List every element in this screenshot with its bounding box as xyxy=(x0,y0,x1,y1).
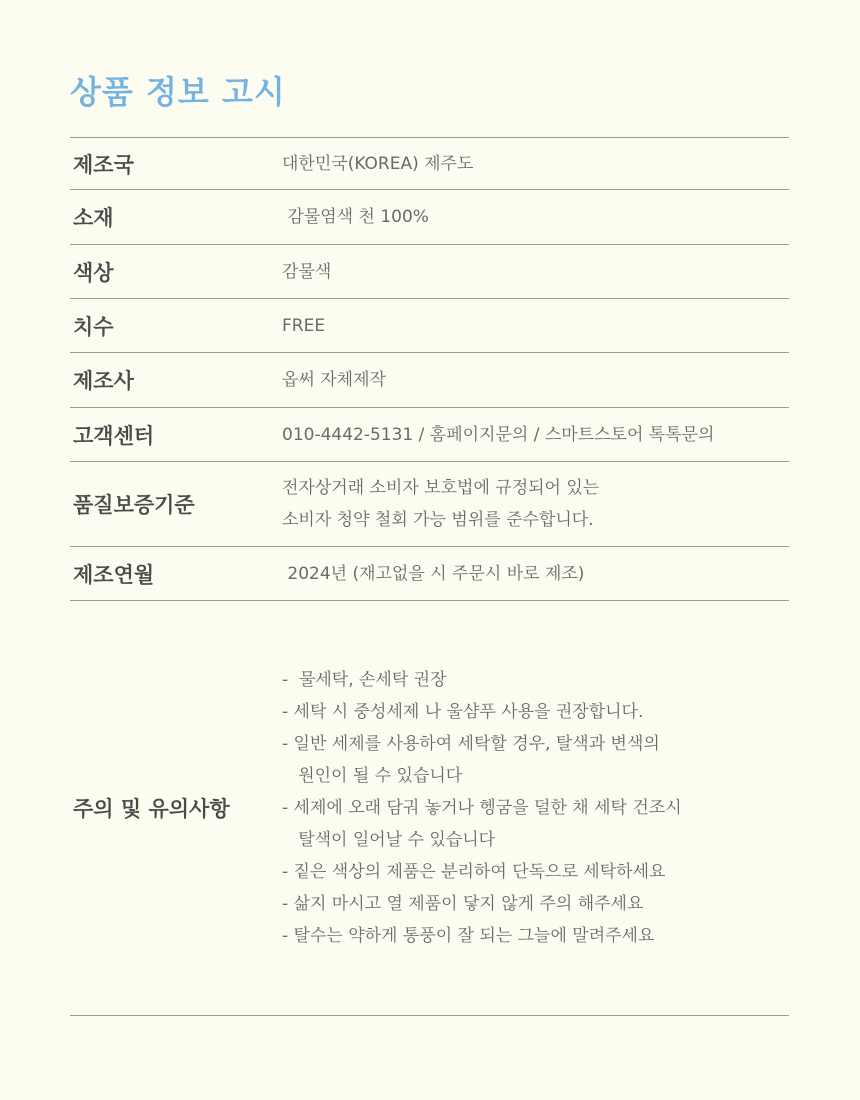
product-info-table xyxy=(70,137,789,1016)
row-quality-standard xyxy=(70,462,789,547)
row-label: 색상 xyxy=(73,260,114,285)
row-label: 품질보증기준 xyxy=(73,493,195,517)
row-value xyxy=(282,472,789,536)
row-care-notes xyxy=(70,601,789,1016)
row-value xyxy=(282,558,789,590)
row-size xyxy=(70,299,789,353)
row-country xyxy=(70,138,789,190)
note-line: - 물세탁, 손세탁 권장 xyxy=(282,670,447,690)
note-line: - 짙은 색상의 제품은 분리하여 단독으로 세탁하세요 xyxy=(282,862,666,882)
row-label: 제조연월 xyxy=(73,562,155,587)
value-line: 대한민국(KOREA) 제주도 xyxy=(282,153,474,174)
note-line: - 세제에 오래 담궈 놓거나 헹굼을 덜한 채 세탁 건조시 xyxy=(282,798,682,818)
row-label: 치수 xyxy=(73,314,114,339)
row-value xyxy=(282,364,789,396)
row-manufacturer xyxy=(70,353,789,408)
row-value xyxy=(282,201,789,233)
value-line: 010-4442-5131 / 홈페이지문의 / 스마트스토어 톡톡문의 xyxy=(282,424,715,445)
row-manufacture-date xyxy=(70,547,789,601)
page-title: 상품 정보 고시 xyxy=(70,73,286,111)
note-line: 탈색이 일어날 수 있습니다 xyxy=(282,830,496,850)
row-label: 소재 xyxy=(73,206,114,230)
value-line: FREE xyxy=(282,315,326,336)
value-line: 감물염색 천 100% xyxy=(282,207,429,227)
value-line: 전자상거래 소비자 보호법에 규정되어 있는 xyxy=(282,478,600,498)
row-value xyxy=(282,148,789,180)
row-label: 제조사 xyxy=(73,369,134,393)
row-color xyxy=(70,245,789,299)
care-notes-list xyxy=(282,664,789,952)
value-line: 감물색 xyxy=(282,261,332,282)
row-label: 제조국 xyxy=(73,152,134,177)
note-line: - 삶지 마시고 열 제품이 닿지 않게 주의 해주세요 xyxy=(282,894,644,914)
row-value xyxy=(282,419,789,451)
note-line: - 탈수는 약하게 통풍이 잘 되는 그늘에 말려주세요 xyxy=(282,926,655,946)
note-line: - 세탁 시 중성세제 나 울샴푸 사용을 권장합니다. xyxy=(282,702,644,722)
value-line: 소비자 청약 철회 가능 범위를 준수합니다. xyxy=(282,510,594,530)
row-label: 주의 및 유의사항 xyxy=(73,797,230,821)
row-customer-center xyxy=(70,408,789,462)
row-material xyxy=(70,190,789,245)
row-value xyxy=(282,310,789,342)
value-line: 2024년 (재고없을 시 주문시 바로 제조) xyxy=(282,563,585,584)
row-label: 고객센터 xyxy=(73,423,155,448)
row-value xyxy=(282,256,789,288)
value-line: 옵써 자체제작 xyxy=(282,370,386,390)
note-line: 원인이 될 수 있습니다 xyxy=(282,766,463,786)
note-line: - 일반 세제를 사용하여 세탁할 경우, 탈색과 변색의 xyxy=(282,734,660,754)
